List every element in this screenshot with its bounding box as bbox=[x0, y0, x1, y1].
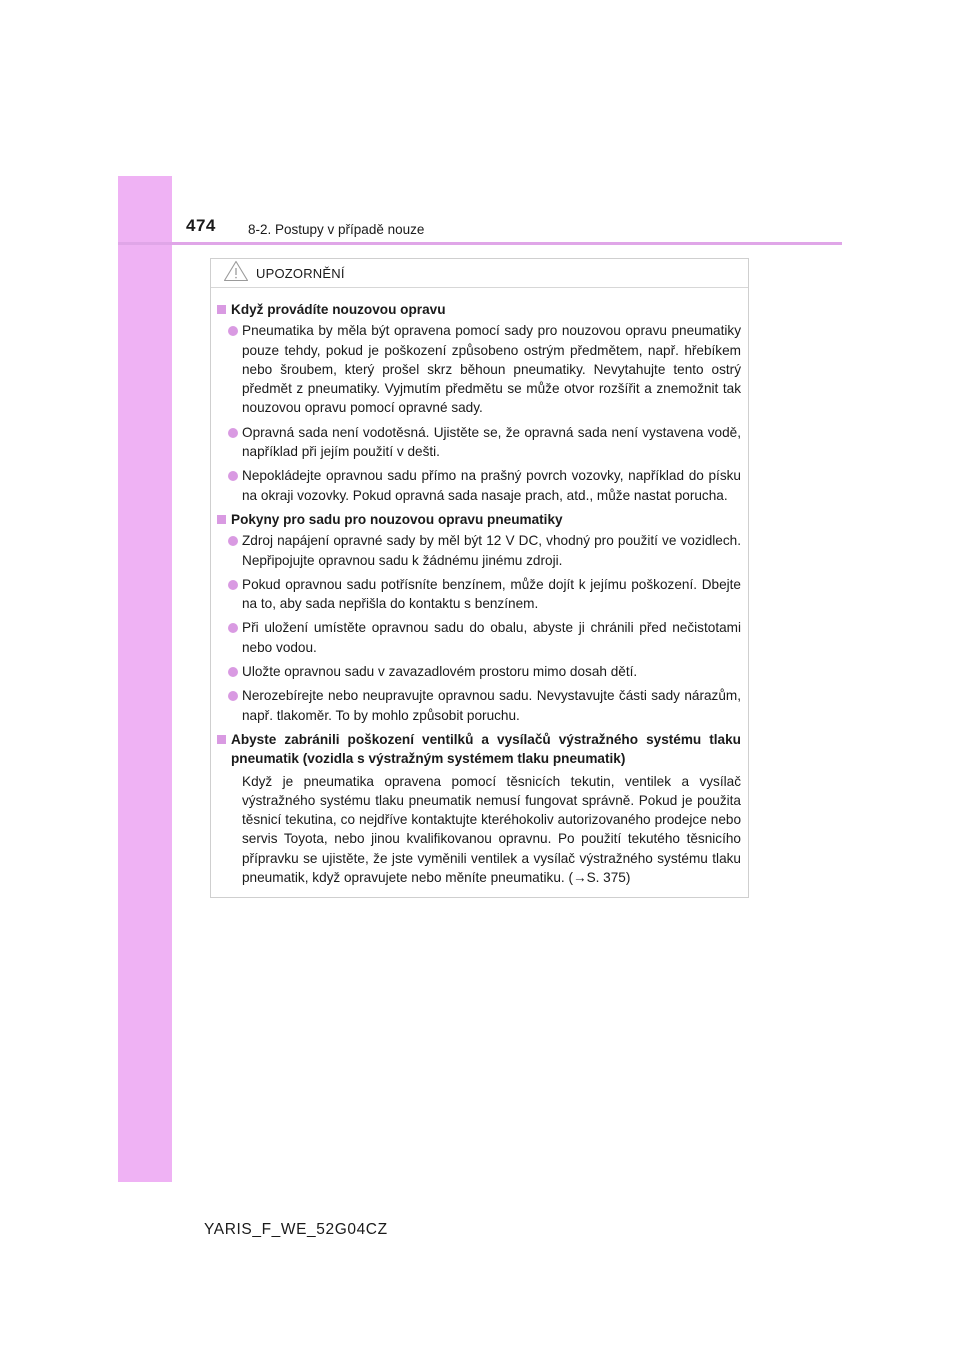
circle-bullet-icon bbox=[228, 471, 238, 481]
header-rule bbox=[118, 242, 842, 245]
list-item: Nepokládejte opravnou sadu přímo na prašný povrch vozovky, například do písku na okraji vozovky. Pokud opravná sada nasaje prach, atd., může nastat porucha. bbox=[226, 466, 741, 505]
section-title: 8-2. Postupy v případě nouze bbox=[248, 222, 425, 237]
list-item: Uložte opravnou sadu v zavazadlovém prostoru mimo dosah dětí. bbox=[226, 662, 741, 681]
square-bullet-icon bbox=[217, 305, 226, 314]
list-item: Při uložení umístěte opravnou sadu do obalu, abyste ji chránili před nečistotami nebo vodou. bbox=[226, 618, 741, 657]
warning-content bbox=[211, 288, 748, 887]
circle-bullet-icon bbox=[228, 691, 238, 701]
square-bullet-icon bbox=[217, 735, 226, 744]
square-bullet-icon bbox=[217, 515, 226, 524]
section-heading: Abyste zabránili poškození ventilků a vysílačů výstražného systému tlaku pneumatik (vozidla s výstražným systémem tlaku pneumatik) bbox=[217, 730, 741, 769]
warning-triangle-icon bbox=[223, 260, 249, 287]
section-paragraph: Když je pneumatika opravena pomocí těsnicích tekutin, ventilek a vysílač výstražného systému tlaku pneumatik nemusí fungovat správně. Pokud je použita těsnicí tekutina, co nejdříve kontaktujte kteréhokoliv autorizovaného prodejce nebo servis Toyota, nebo jinou kvalifikovanou opravnu. Po použití tekutého těsnicího přípravku se ujistěte, že jste vyměnili ventilek a vysílač výstražného systému tlaku pneumatik, když opravujete nebo měníte pneumatiku. (→S. 375) bbox=[242, 773, 741, 886]
circle-bullet-icon bbox=[228, 623, 238, 633]
list-item: Opravná sada není vodotěsná. Ujistěte se, že opravná sada není vystavena vodě, například při jejím použití v dešti. bbox=[226, 423, 741, 462]
page-number: 474 bbox=[186, 216, 216, 235]
section-tpms-protection bbox=[217, 730, 741, 887]
section-emergency-repair bbox=[217, 300, 741, 505]
warning-box bbox=[210, 258, 749, 898]
list-item: Nerozebírejte nebo neupravujte opravnou sadu. Nevystavujte části sady nárazům, např. tlakoměr. To by mohlo způsobit poruchu. bbox=[226, 686, 741, 725]
warning-header bbox=[211, 259, 748, 288]
circle-bullet-icon bbox=[228, 326, 238, 336]
section-heading: Když provádíte nouzovou opravu bbox=[217, 300, 741, 319]
section-heading: Pokyny pro sadu pro nouzovou opravu pneumatiky bbox=[217, 510, 741, 529]
list-item: Zdroj napájení opravné sady by měl být 12 V DC, vhodný pro použití ve vozidlech. Nepřipojujte opravnou sadu k žádnému jinému zdroji. bbox=[226, 531, 741, 570]
warning-title: UPOZORNĚNÍ bbox=[256, 265, 345, 281]
circle-bullet-icon bbox=[228, 667, 238, 677]
side-color-band bbox=[118, 176, 172, 1182]
circle-bullet-icon bbox=[228, 536, 238, 546]
list-item: Pneumatika by měla být opravena pomocí sady pro nouzovou opravu pneumatiky pouze tehdy, pokud je poškození způsobeno ostrým předmětem, např. hřebíkem nebo šroubem, který prošel skrz běhoun pneumatiky. Nevytahujte tento ostrý předmět z pneumatiky. Vyjmutím předmětu se může otvor rozšířit a znemožnit tak nouzovou opravu pomocí opravné sady. bbox=[226, 321, 741, 417]
document-code: YARIS_F_WE_52G04CZ bbox=[204, 1221, 388, 1238]
circle-bullet-icon bbox=[228, 580, 238, 590]
section-repair-kit-instructions bbox=[217, 510, 741, 725]
list-item: Pokud opravnou sadu potřísníte benzínem, může dojít k jejímu poškození. Dbejte na to, aby sada nepřišla do kontaktu s benzínem. bbox=[226, 575, 741, 614]
circle-bullet-icon bbox=[228, 428, 238, 438]
